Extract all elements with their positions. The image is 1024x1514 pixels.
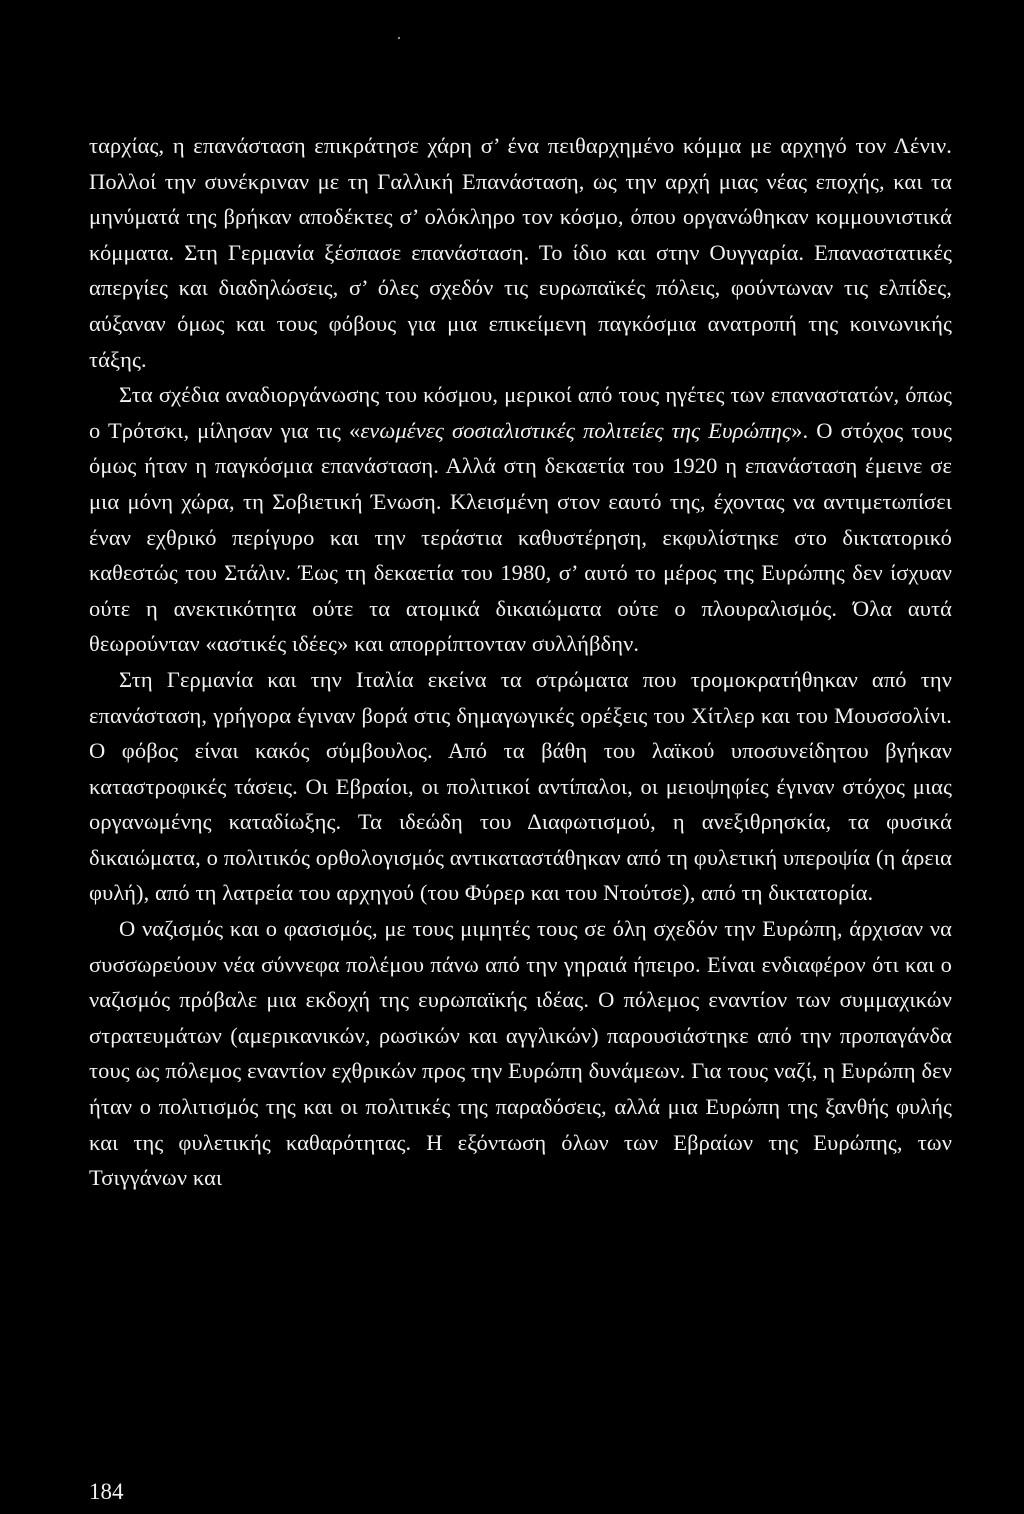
paragraph-2 xyxy=(89,377,952,662)
page-number: 184 xyxy=(89,1479,124,1504)
paragraph-3 xyxy=(89,662,952,911)
paragraph-text: ». Ο στόχος τους όμως ήταν η παγκόσμια επανάσταση. Αλλά στη δεκαετία του 1920 η επανάσταση έμεινε σε μια μόνη χώρα, τη Σοβιετική Ένωση. Κλεισμένη στον εαυτό της, έχοντας να αντιμετωπίσει έναν εχθρικό περίγυρο και την τεράστια καθυστέρηση, εκφυλίστηκε στο δικτατορικό καθεστώς του Στάλιν. Έως τη δεκαετία του 1980, σ’ αυτό το μέρος της Ευρώπης δεν ίσχυαν ούτε η ανεκτικότητα ούτε τα ατομικά δικαιώματα ούτε ο πλουραλισμός. Όλα αυτά θεωρούνταν «αστικές ιδέες» και απορρίπτονταν συλλήβδην. xyxy=(89,417,953,657)
paragraph-text: Στα σχέδια αναδιοργάνωσης του κόσμου, μερικοί από τους ηγέτες των επαναστατών, όπως ο Τρότσκι, μίλησαν για τις « xyxy=(89,382,952,443)
paragraph-text: ταρχίας, η επανάσταση επικράτησε χάρη σ’ ένα πειθαρχημένο κόμμα με αρχηγό τον Λένιν. Πολλοί την συνέκριναν με τη Γαλλική Επανάσταση, ως την αρχή μιας νέας εποχής, και τα μηνύματά της βρήκαν αποδέκτες σ’ ολόκληρο τον κόσμο, όπου οργανώθηκαν κομμουνιστικά κόμματα. Στη Γερμανία ξέσπασε επανάσταση. Το ίδιο και στην Ουγγαρία. Επαναστατικές απεργίες και διαδηλώσεις, σ’ όλες σχεδόν τις ευρωπαϊκές πόλεις, φούντωναν τις ελπίδες, αύξαναν όμως και τους φόβους για μια επικείμενη παγκόσμια ανατροπή της κοινωνικής τάξης. xyxy=(89,133,952,372)
scan-speck xyxy=(398,37,400,39)
paragraph-4 xyxy=(89,911,952,1196)
body-text xyxy=(89,128,952,1196)
paragraph-1 xyxy=(89,128,952,377)
paragraph-text: Στη Γερμανία και την Ιταλία εκείνα τα στρώματα που τρομοκρατήθηκαν από την επανάσταση, γρήγορα έγιναν βορά στις δημαγωγικές ορέξεις του Χίτλερ και του Μουσσολίνι. Ο φόβος είναι κακός σύμβουλος. Από τα βάθη του λαϊκού υποσυνείδητου βγήκαν καταστροφικές τάσεις. Οι Εβραίοι, οι πολιτικοί αντίπαλοι, οι μειοψηφίες έγιναν στόχος μιας οργανωμένης καταδίωξης. Τα ιδεώδη του Διαφωτισμού, η ανεξιθρησκία, τα φυσικά δικαιώματα, ο πολιτικός ορθολογισμός αντικαταστάθηκαν από τη φυλετική υπεροψία (η άρεια φυλή), από τη λατρεία του αρχηγού (του Φύρερ και του Ντούτσε), από τη δικτατορία. xyxy=(89,666,952,906)
paragraph-text: Ο ναζισμός και ο φασισμός, με τους μιμητές τους σε όλη σχεδόν την Ευρώπη, άρχισαν να συσσωρεύουν νέα σύννεφα πολέμου πάνω από την γηραιά ήπειρο. Είναι ενδιαφέρον ότι και ο ναζισμός πρόβαλε μια εκδοχή της ευρωπαϊκής ιδέας. Ο πόλεμος εναντίον των συμμαχικών στρατευμάτων (αμερικανικών, ρωσικών και αγγλικών) παρουσιάστηκε από την προπαγάνδα τους ως πόλεμος εναντίον εχθρικών προς την Ευρώπη δυνάμεων. Για τους ναζί, η Ευρώπη δεν ήταν ο πολιτισμός της και οι πολιτικές της παραδόσεις, αλλά μια Ευρώπη της ξανθής φυλής και της φυλετικής καθαρότητας. Η εξόντωση όλων των Εβραίων της Ευρώπης, των Τσιγγάνων και xyxy=(89,916,952,1191)
italic-phrase: ενωμένες σοσιαλιστικές πολιτείες της Ευρώπης xyxy=(360,417,792,443)
